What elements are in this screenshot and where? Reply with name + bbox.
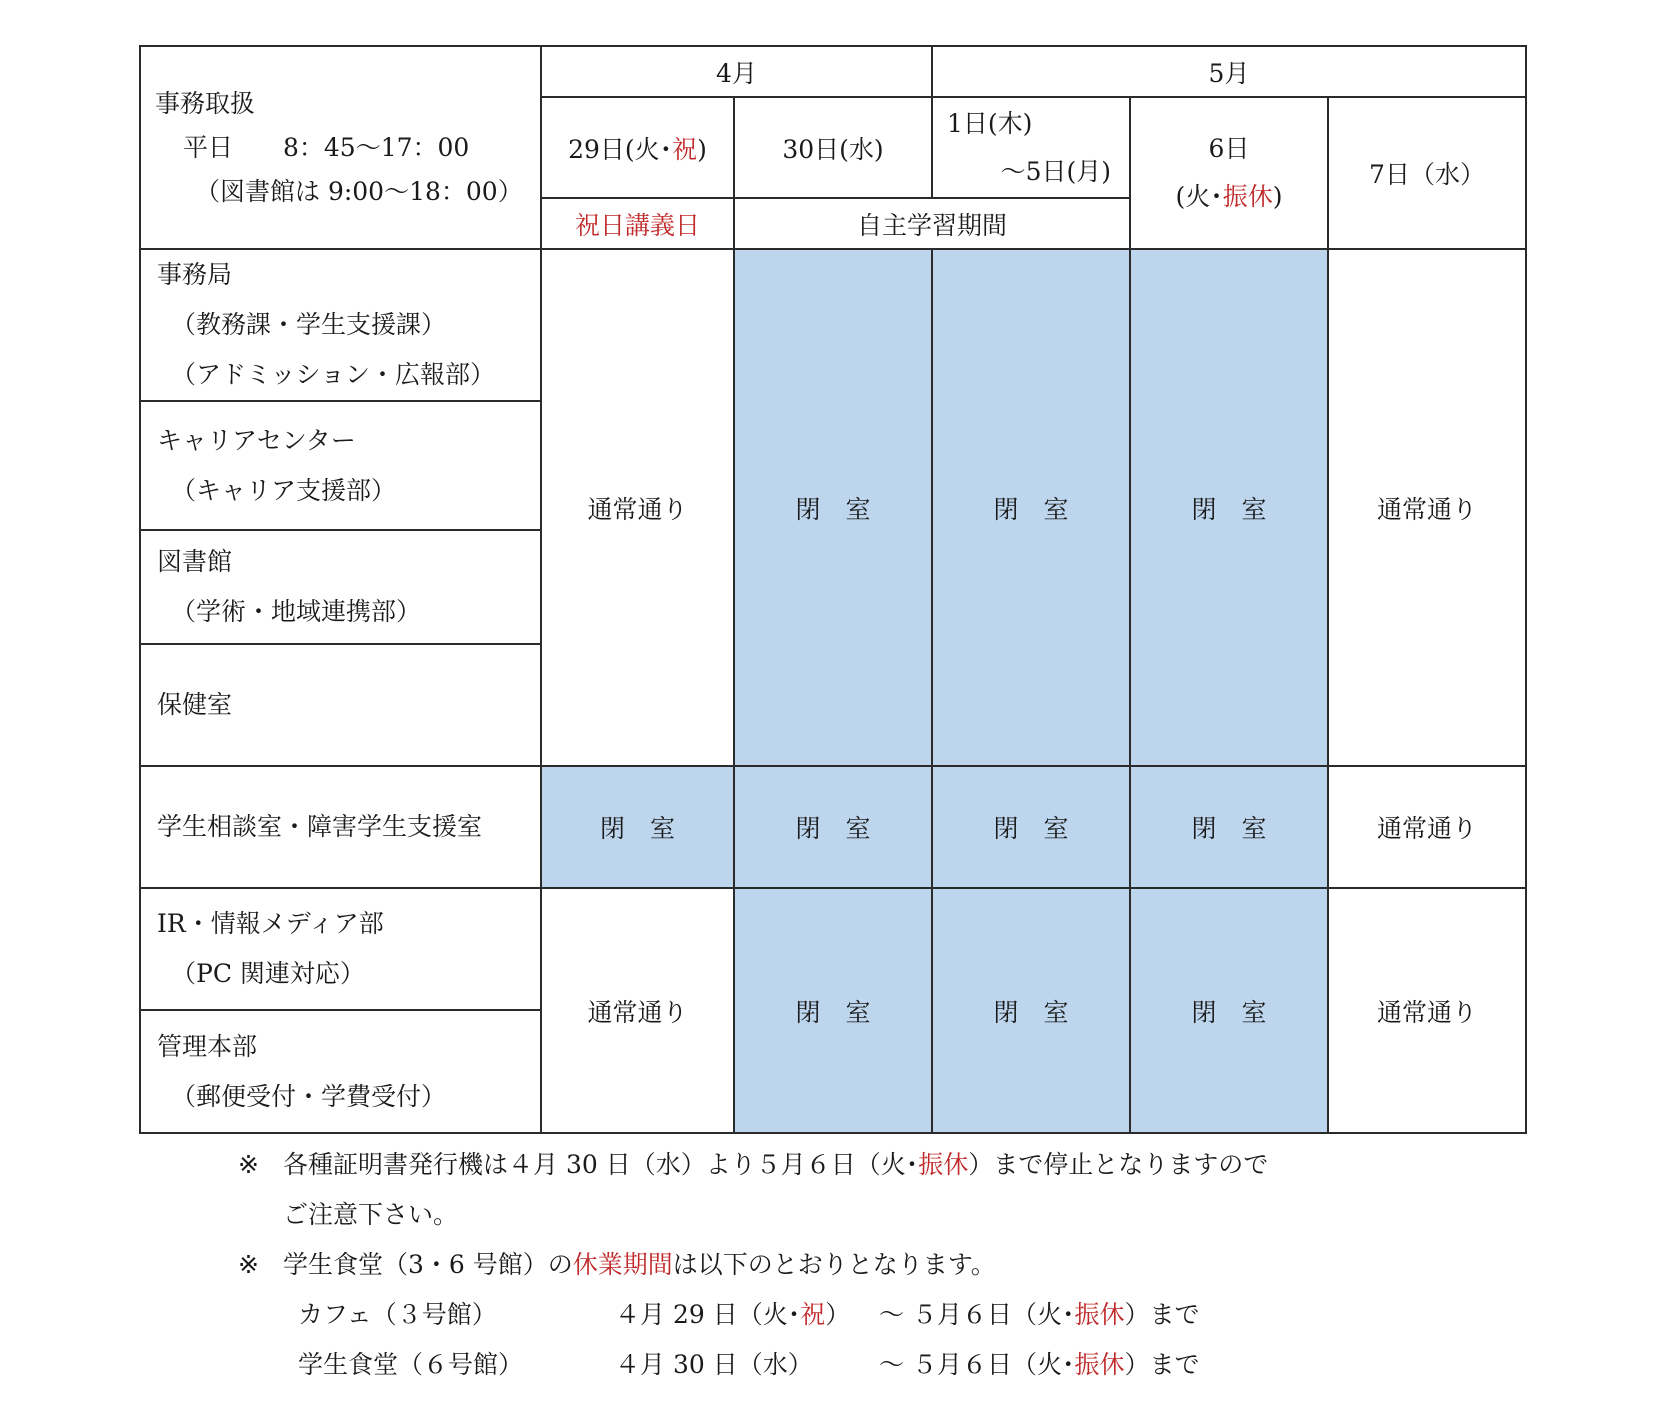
closure-schedule-table [139, 45, 1527, 1134]
ir-normal-29: 通常通り [541, 888, 734, 1133]
status-normal-7: 通常通り [1328, 249, 1526, 766]
day-6 [1130, 97, 1328, 249]
cafe-to-b-3: ）まで [1124, 1300, 1200, 1329]
cafe-to-a-3: 〜 ５月６日（火･ [879, 1300, 1075, 1329]
self-study-label: 自主学習期間 [734, 198, 1130, 249]
note1-a: 各種証明書発行機は４月 30 日（水）より５月６日（火･ [283, 1150, 919, 1179]
cafe-from-3 [615, 1290, 879, 1340]
cafe-row-3 [238, 1290, 1268, 1340]
day-29-close: ) [697, 134, 707, 164]
cafe-from-red-3: 祝 [800, 1300, 826, 1329]
status-closed-6: 閉 室 [1130, 249, 1328, 766]
row-library [140, 530, 541, 644]
day-6-pre: (火･ [1175, 182, 1223, 211]
day-1-line: 1日(木) [947, 108, 1033, 138]
jimukyoku-sub1: （教務課・学生支援課） [171, 310, 447, 339]
cafe-name-3: カフェ（３号館） [298, 1300, 497, 1329]
cafe-to-3 [879, 1290, 1199, 1340]
note1-c: ご注意下さい。 [283, 1200, 459, 1229]
day-30: 30日(水) [734, 97, 932, 198]
ir-title: IR・情報メディア部 [157, 909, 384, 938]
status-closed-1-5: 閉 室 [932, 249, 1130, 766]
note-certificate-line2 [238, 1190, 1268, 1240]
office-hours-weekday: 平日 8：45〜17：00 [183, 132, 470, 162]
soudan-closed-1-5: 閉 室 [932, 766, 1130, 888]
row-soudan: 学生相談室・障害学生支援室 [140, 766, 541, 888]
notes-section [238, 1140, 1268, 1390]
cafe-row-6 [238, 1340, 1268, 1390]
soudan-closed-6: 閉 室 [1130, 766, 1328, 888]
note-mark: ※ [238, 1150, 259, 1179]
cafe-from-6 [615, 1340, 879, 1390]
cafe-to-6 [879, 1340, 1199, 1390]
note2-b: は以下のとおりとなります。 [672, 1250, 996, 1279]
cafe-to-a-6: 〜 ５月６日（火･ [879, 1350, 1075, 1379]
jimukyoku-title: 事務局 [157, 260, 233, 289]
row-career [140, 401, 541, 530]
day-29-text: 29日(火･ [568, 134, 673, 164]
day-6-sub [1131, 173, 1327, 221]
day-6-line: 6日 [1208, 134, 1250, 163]
day-6-substitute-holiday: 振休 [1222, 182, 1273, 211]
note-cafeteria-text [283, 1240, 996, 1290]
note2-a: 学生食堂（3・6 号館）の [283, 1250, 573, 1279]
note1-red: 振休 [918, 1150, 969, 1179]
career-title: キャリアセンター [157, 425, 356, 455]
cafe-to-b-6: ）まで [1124, 1350, 1200, 1379]
library-title: 図書館 [157, 547, 233, 576]
day-29-holiday: 祝 [672, 134, 698, 164]
note-certificate-text [283, 1140, 1268, 1190]
day-5-line: 〜5日(月) [1000, 156, 1111, 186]
month-may: 5月 [932, 46, 1526, 97]
jimukyoku-sub2: （アドミッション・広報部） [171, 360, 496, 389]
office-hours-title: 事務取扱 [155, 88, 256, 118]
soudan-closed-30: 閉 室 [734, 766, 932, 888]
status-normal-29: 通常通り [541, 249, 734, 766]
row-kanri [140, 1010, 541, 1133]
cafe-from-b-3: ） [825, 1300, 851, 1329]
holiday-lecture-label: 祝日講義日 [541, 198, 734, 249]
cafe-to-red-6: 振休 [1074, 1350, 1125, 1379]
row-ir [140, 888, 541, 1010]
row-jimukyoku [140, 249, 541, 401]
status-closed-30: 閉 室 [734, 249, 932, 766]
note2-red: 休業期間 [572, 1250, 673, 1279]
cafe-from-a-3: ４月 29 日（火･ [615, 1300, 801, 1329]
office-hours-cell [140, 46, 541, 249]
library-sub: （学術・地域連携部） [171, 597, 422, 626]
note1-b: ）まで停止となりますので [968, 1150, 1269, 1179]
ir-sub: （PC 関連対応） [171, 959, 365, 988]
soudan-closed-29: 閉 室 [541, 766, 734, 888]
kanri-title: 管理本部 [157, 1031, 258, 1061]
note-mark-2: ※ [238, 1250, 259, 1279]
career-sub: （キャリア支援部） [171, 475, 397, 505]
office-hours-library: （図書館は 9:00〜18：00） [195, 176, 523, 206]
cafe-from-a-6: ４月 30 日（水） [615, 1350, 813, 1379]
ir-normal-7: 通常通り [1328, 888, 1526, 1133]
ir-closed-6: 閉 室 [1130, 888, 1328, 1133]
month-april: 4月 [541, 46, 932, 97]
day-29 [541, 97, 734, 198]
day-7: 7日（水） [1328, 97, 1526, 249]
note-indent [238, 1190, 283, 1240]
cafe-to-red-3: 振休 [1074, 1300, 1125, 1329]
soudan-normal-7: 通常通り [1328, 766, 1526, 888]
ir-closed-1-5: 閉 室 [932, 888, 1130, 1133]
note-cafeteria [238, 1240, 1268, 1290]
kanri-sub: （郵便受付・学費受付） [171, 1081, 447, 1111]
day-1-5 [932, 97, 1130, 198]
ir-closed-30: 閉 室 [734, 888, 932, 1133]
note-certificate [238, 1140, 1268, 1190]
day-6-close: ) [1272, 182, 1283, 211]
row-hoken: 保健室 [140, 644, 541, 766]
cafe-name-6: 学生食堂（６号館） [298, 1350, 524, 1379]
